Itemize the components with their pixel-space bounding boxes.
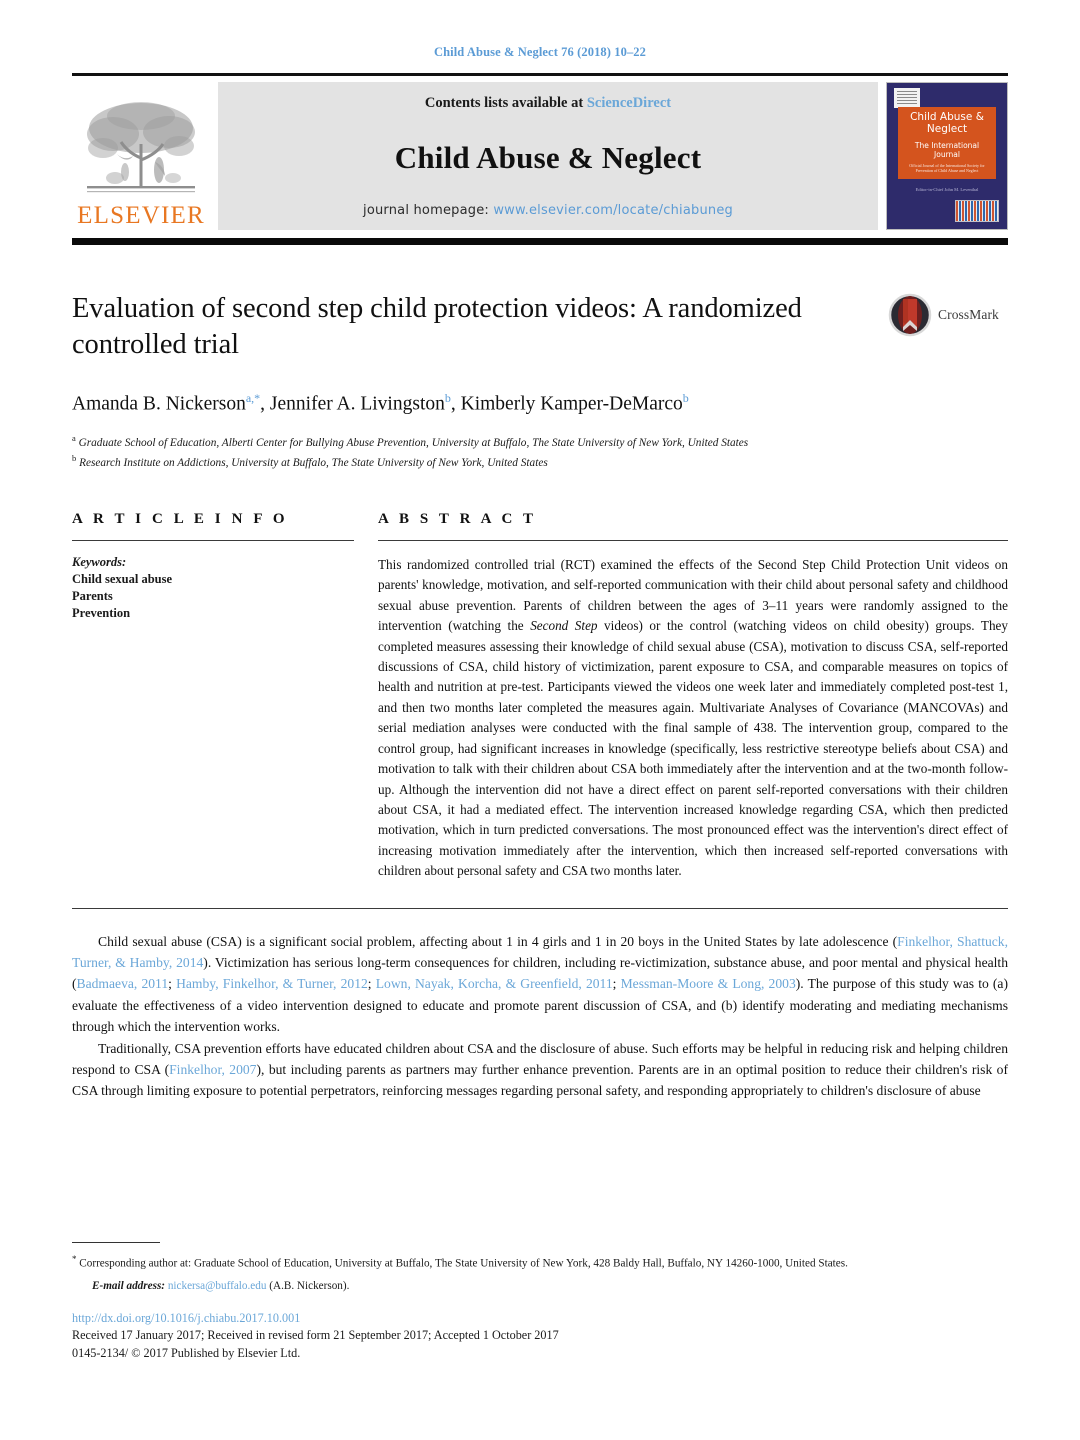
affiliation-b xyxy=(72,450,1008,471)
title-block xyxy=(72,291,1008,363)
article-info-heading: A R T I C L E I N F O xyxy=(72,511,289,528)
journal-homepage-link[interactable]: www.elsevier.com/locate/chiabuneg xyxy=(493,203,733,218)
received-dates: Received 17 January 2017; Received in revised form 21 September 2017; Accepted 1 October 2017 xyxy=(72,1328,559,1342)
corresponding-author-note: * Corresponding author at: Graduate School of Education, University at Buffalo, The State University of New York, 428 Baldy Hall, Buffalo, NY 14260-1000, United States. xyxy=(72,1254,848,1270)
cover-fine-print: Official Journal of the International Society for Prevention of Child Abuse and Neglect xyxy=(909,163,985,173)
sciencedirect-link[interactable]: ScienceDirect xyxy=(586,95,672,111)
journal-title: Child Abuse & Neglect xyxy=(394,139,702,175)
journal-cover-thumbnail xyxy=(886,82,1008,230)
affiliation-marker-a: a xyxy=(72,432,76,443)
affiliation-marker-b: b xyxy=(72,453,77,464)
body-paragraph: Child sexual abuse (CSA) is a significant social problem, affecting about 1 in 4 girls and 1 in 20 boys in the United States by late adolescence (Finkelhor, Shattuck, Turner, & Hamby, 2014). Victimization has serious long-term consequences for children, including re-victimization, substance abuse, and poor mental and physical health (Badmaeva, 2011; Hamby, Finkelhor, & Turner, 2012; Lown, Nayak, Korcha, & Greenfield, 2011; Messman-Moore & Long, 2003). The purpose of this study was to (a) evaluate the effectiveness of a video intervention designed to educate and promote parent discussion of CSA, and (b) identify moderating and mediating mechanisms through which the intervention works. xyxy=(72,933,1009,1035)
abstract-heading: A B S T R A C T xyxy=(378,511,537,528)
email-note xyxy=(72,1280,1008,1292)
abstract-rule xyxy=(378,540,1008,541)
body-paragraph: Traditionally, CSA prevention efforts have educated children about CSA and the disclosure of abuse. Such efforts may be helpful in reducing risk and helping children respond to CSA (Finkelhor, 2007), but including parents as partners may further enhance prevention. Parents are in an optimal position to reduce their children's risk of CSA through limiting exposure to potential perpetrators, reinforcing messages regarding personal safety, and responding appropriately to children's disclosure of abuse xyxy=(72,1040,1008,1099)
banner-center xyxy=(218,82,878,230)
homepage-prefix: journal homepage: xyxy=(363,203,494,218)
cover-elsevier-mark-icon xyxy=(894,88,920,108)
keywords-label: Keywords: xyxy=(72,555,127,570)
cover-title: Child Abuse & Neglect xyxy=(910,111,984,135)
footnote-block xyxy=(72,1242,1008,1362)
article-info-column xyxy=(72,511,378,882)
info-abstract-section xyxy=(72,511,1008,882)
article-info-rule xyxy=(72,540,354,541)
footnote-rule xyxy=(72,1242,160,1243)
elsevier-logo xyxy=(72,82,210,230)
abstract-text: This randomized controlled trial (RCT) examined the effects of the Second Step Child Protection Unit videos on parents' knowledge, motivation, and self-reported communication with their child about personal safety and childhood sexual abuse prevention. Parents of children between the ages of 3–11 years were randomly assigned to the intervention (watching the Second Step videos) or the control (watching videos on child obesity) groups. They completed measures assessing their knowledge of child sexual abuse (CSA), motivation to discuss CSA, self-reported discussions of CSA, child history of victimization, parent exposure to CSA, and comparable measures on topics of health and nutrition at pre-test. Participants viewed the videos one week later and immediately completed post-test 1, and then two months later completed the measures again. Multivariate Analyses of Covariance (MANCOVAs) and serial mediation analyses were conducted with the final sample of 438. The intervention group, compared to the control group, had significant increases in knowledge (specifically, less restrictive stereotype beliefs about CSA) and motivation to talk with their children about CSA both immediately after the intervention and at the two-month follow-up. Although the intervention did not have a direct effect on parent self-reported conversations with their children about CSA, it had a mediated effect. The intervention increased knowledge regarding CSA, which then predicted motivation, which in turn predicted conversations. The most pronounced effect was the intervention's direct effect of increasing motivation immediately after the intervention, which then increased self-reported conversations with children about personal safety and CSA two months later. xyxy=(378,557,1008,879)
colophon xyxy=(72,1310,1008,1363)
crossmark-badge[interactable] xyxy=(888,291,1008,337)
abstract-column xyxy=(378,511,1008,882)
crossmark-label: CrossMark xyxy=(938,307,999,322)
body-separator-rule xyxy=(72,908,1008,909)
affiliation-a xyxy=(72,430,1008,451)
elsevier-tree-icon xyxy=(81,98,201,202)
contents-prefix: Contents lists available at xyxy=(424,95,587,111)
keywords-block xyxy=(72,554,354,622)
title-left xyxy=(72,291,888,363)
cover-editors: Editor-in-Chief John M. Leventhal xyxy=(915,187,979,192)
email-label: E-mail address: xyxy=(92,1279,166,1292)
page-title: Evaluation of second step child protection videos: A randomized controlled trial xyxy=(72,293,802,360)
affiliation-text-b: Research Institute on Addictions, University at Buffalo, The State University of New York, United States xyxy=(79,457,548,470)
affiliation-text-a: Graduate School of Education, Alberti Center for Bullying Abuse Prevention, University at Buffalo, The State University of New York, United States xyxy=(78,436,749,449)
journal-banner xyxy=(72,82,1008,230)
crossmark-icon xyxy=(888,293,932,337)
running-head: Child Abuse & Neglect 76 (2018) 10–22 xyxy=(433,45,647,59)
doi-link[interactable]: http://dx.doi.org/10.1016/j.chiabu.2017.10.001 xyxy=(72,1310,301,1325)
email-link[interactable]: nickersa@buffalo.edu xyxy=(167,1279,267,1292)
contents-line xyxy=(218,95,878,112)
banner-top-rule xyxy=(72,73,1008,76)
email-suffix: (A.B. Nickerson). xyxy=(269,1279,350,1292)
affiliation-list xyxy=(72,430,1008,472)
author-list: Amanda B. Nickerson$^{a,*}$, Jennifer A. Livingston$^b$, Kimberly Kamper-DeMarco$^b$ xyxy=(72,391,689,415)
cover-publisher-badge-icon xyxy=(955,200,999,222)
cover-subtitle: The International Journal xyxy=(914,141,980,159)
homepage-line xyxy=(218,203,878,218)
cover-title-panel xyxy=(898,107,996,179)
banner-bottom-rule xyxy=(72,238,1008,245)
keyword-item: Child sexual abuse xyxy=(72,572,173,587)
elsevier-wordmark: ELSEVIER xyxy=(77,202,205,229)
body-text xyxy=(72,931,1008,1102)
keyword-item: Parents xyxy=(72,589,113,604)
copyright-line: 0145-2134/ © 2017 Published by Elsevier Ltd. xyxy=(72,1345,301,1360)
keyword-item: Prevention xyxy=(72,606,131,621)
